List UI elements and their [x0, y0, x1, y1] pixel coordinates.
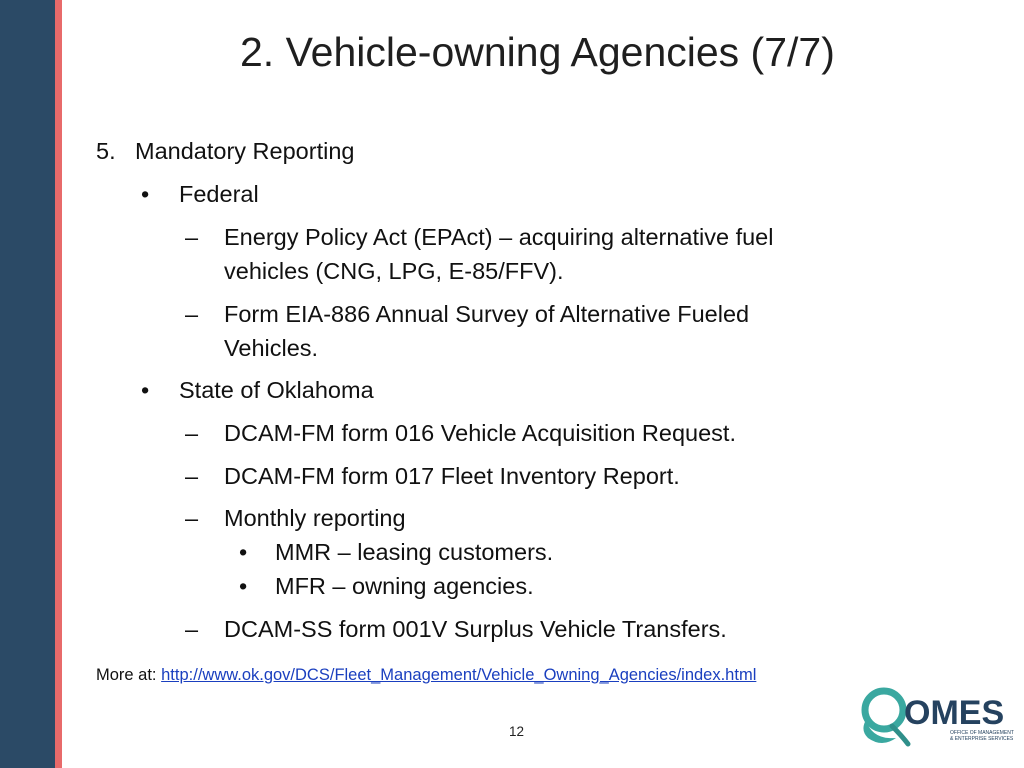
state-label: State of Oklahoma: [179, 377, 374, 403]
federal-item-epact-line1: Energy Policy Act (EPAct) – acquiring alternative fuel: [224, 224, 774, 250]
section-title: Mandatory Reporting: [135, 138, 355, 164]
more-label: More at:: [96, 666, 157, 684]
monthly-item-mmr: MMR – leasing customers.: [275, 539, 554, 565]
state-item-monthly: Monthly reporting: [224, 505, 406, 531]
federal-label: Federal: [179, 181, 259, 207]
dash-marker: –: [185, 505, 199, 531]
federal-item-eia-line1: Form EIA-886 Annual Survey of Alternative Fueled: [224, 301, 750, 327]
logo-subtext-1: OFFICE OF MANAGEMENT: [950, 730, 1014, 736]
omes-logo: [852, 682, 1014, 752]
state-item-017: DCAM-FM form 017 Fleet Inventory Report.: [224, 463, 680, 489]
state-item-016: DCAM-FM form 016 Vehicle Acquisition Request.: [224, 420, 736, 446]
logo-subtext-2: & ENTERPRISE SERVICES: [950, 736, 1014, 742]
omes-swirl-icon: [863, 691, 908, 744]
bullet-mfr: •: [239, 573, 248, 599]
logo-wordmark: OMES: [904, 694, 1005, 732]
federal-item-epact-line2: vehicles (CNG, LPG, E-85/FFV).: [224, 258, 564, 284]
more-info: [96, 662, 756, 688]
dash-marker: –: [185, 616, 199, 642]
bullet-mmr: •: [239, 539, 248, 565]
dash-marker: –: [185, 420, 199, 446]
fleet-management-link[interactable]: http://www.ok.gov/DCS/Fleet_Management/Vehicle_Owning_Agencies/index.html: [161, 666, 757, 684]
state-item-001v: DCAM-SS form 001V Surplus Vehicle Transfers.: [224, 616, 727, 642]
dash-marker: –: [185, 301, 199, 327]
bullet-federal: •: [141, 181, 150, 207]
monthly-item-mfr: MFR – owning agencies.: [275, 573, 534, 599]
dash-marker: –: [185, 463, 199, 489]
page-number: 12: [509, 724, 525, 739]
federal-item-eia-line2: Vehicles.: [224, 335, 319, 361]
section-number: 5.: [96, 138, 116, 164]
slide-title: 2. Vehicle-owning Agencies (7/7): [240, 29, 835, 75]
bullet-state: •: [141, 377, 150, 403]
dash-marker: –: [185, 224, 199, 250]
